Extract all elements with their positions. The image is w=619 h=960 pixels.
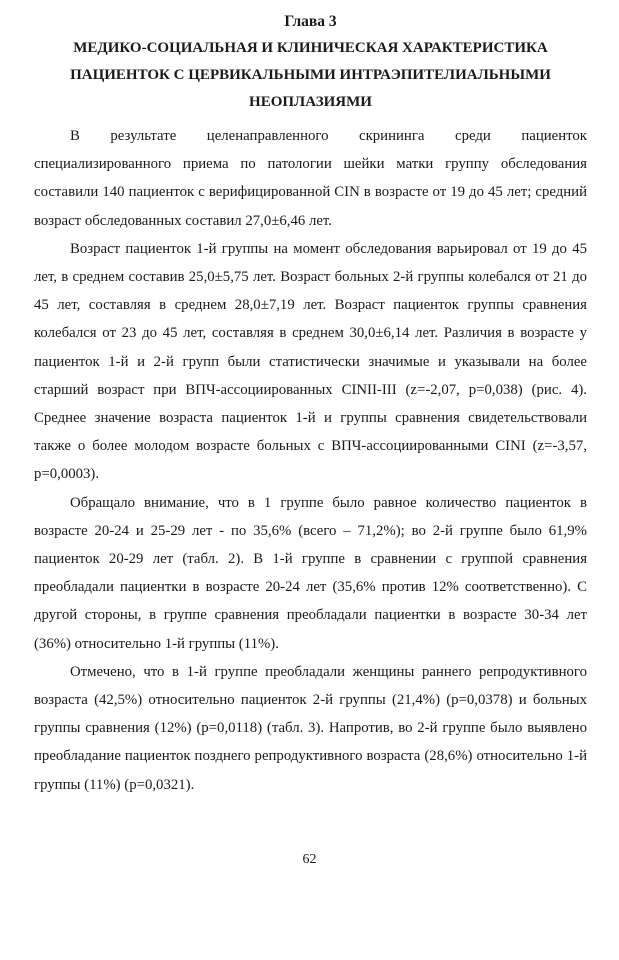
- chapter-title-line: МЕДИКО-СОЦИАЛЬНАЯ И КЛИНИЧЕСКАЯ ХАРАКТЕРИСТИКА: [73, 40, 548, 56]
- chapter-title-line: ПАЦИЕНТОК С ЦЕРВИКАЛЬНЫМИ ИНТРАЭПИТЕЛИАЛЬНЫМИ: [70, 67, 551, 83]
- paragraph-age-distribution: Обращало внимание, что в 1 группе было равное количество пациенток в возрасте 20-24 и 25-29 лет - по 35,6% (всего – 71,2%); во 2-й группе было 61,9% пациенток 20-29 лет (табл. 2). В 1-й группе в сравнении с группой сравнения преобладали пациентки в возрасте 20-24 лет (35,6% против 12% соответственно). С другой стороны, в группе сравнения преобладали пациентки в возрасте 30-34 лет (36%) относительно 1-й группы (11%).: [34, 494, 587, 652]
- chapter-heading: Глава 3: [284, 13, 337, 30]
- paragraph-reproductive-age: Отмечено, что в 1-й группе преобладали женщины раннего репродуктивного возраста (42,5%) относительно пациенток 2-й группы (21,4%) (p=0,0378) и больных группы сравнения (12%) (p=0,0118) (табл. 3). Напротив, во 2-й группе было выявлено преобладание пациенток позднего репродуктивного возраста (28,6%) относительно 1-й группы (11%) (p=0,0321).: [34, 663, 587, 793]
- page-number: 62: [302, 852, 317, 867]
- paragraph-screening: В результате целенаправленного скрининга среди пациенток специализированного приема по патологии шейки матки группу обследования составили 140 пациенток с верифицированной CIN в возрасте от 19 до 45 лет; средний возраст обследованных составил 27,0±6,46 лет.: [34, 128, 587, 229]
- document-page: [34, 12, 587, 799]
- chapter-title-line: НЕОПЛАЗИЯМИ: [249, 94, 372, 110]
- paragraph-age-groups: Возраст пациенток 1-й группы на момент обследования варьировал от 19 до 45 лет, в среднем составив 25,0±5,75 лет. Возраст больных 2-й группы колебался от 21 до 45 лет, составляя в среднем 28,0±7,19 лет. Возраст пациенток группы сравнения колебался от 23 до 45 лет, составляя в среднем 30,0±6,14 лет. Различия в возрасте у пациенток 1-й и 2-й групп были статистически значимые и указывали на более старший возраст при ВПЧ-ассоциированных CINII-III (z=-2,07, p=0,038) (рис. 4). Среднее значение возраста пациенток 1-й и группы сравнения свидетельствовали также о более молодом возрасте больных с ВПЧ-ассоциированными CINI (z=-3,57, p=0,0003).: [34, 240, 587, 483]
- chapter-title: [34, 35, 587, 116]
